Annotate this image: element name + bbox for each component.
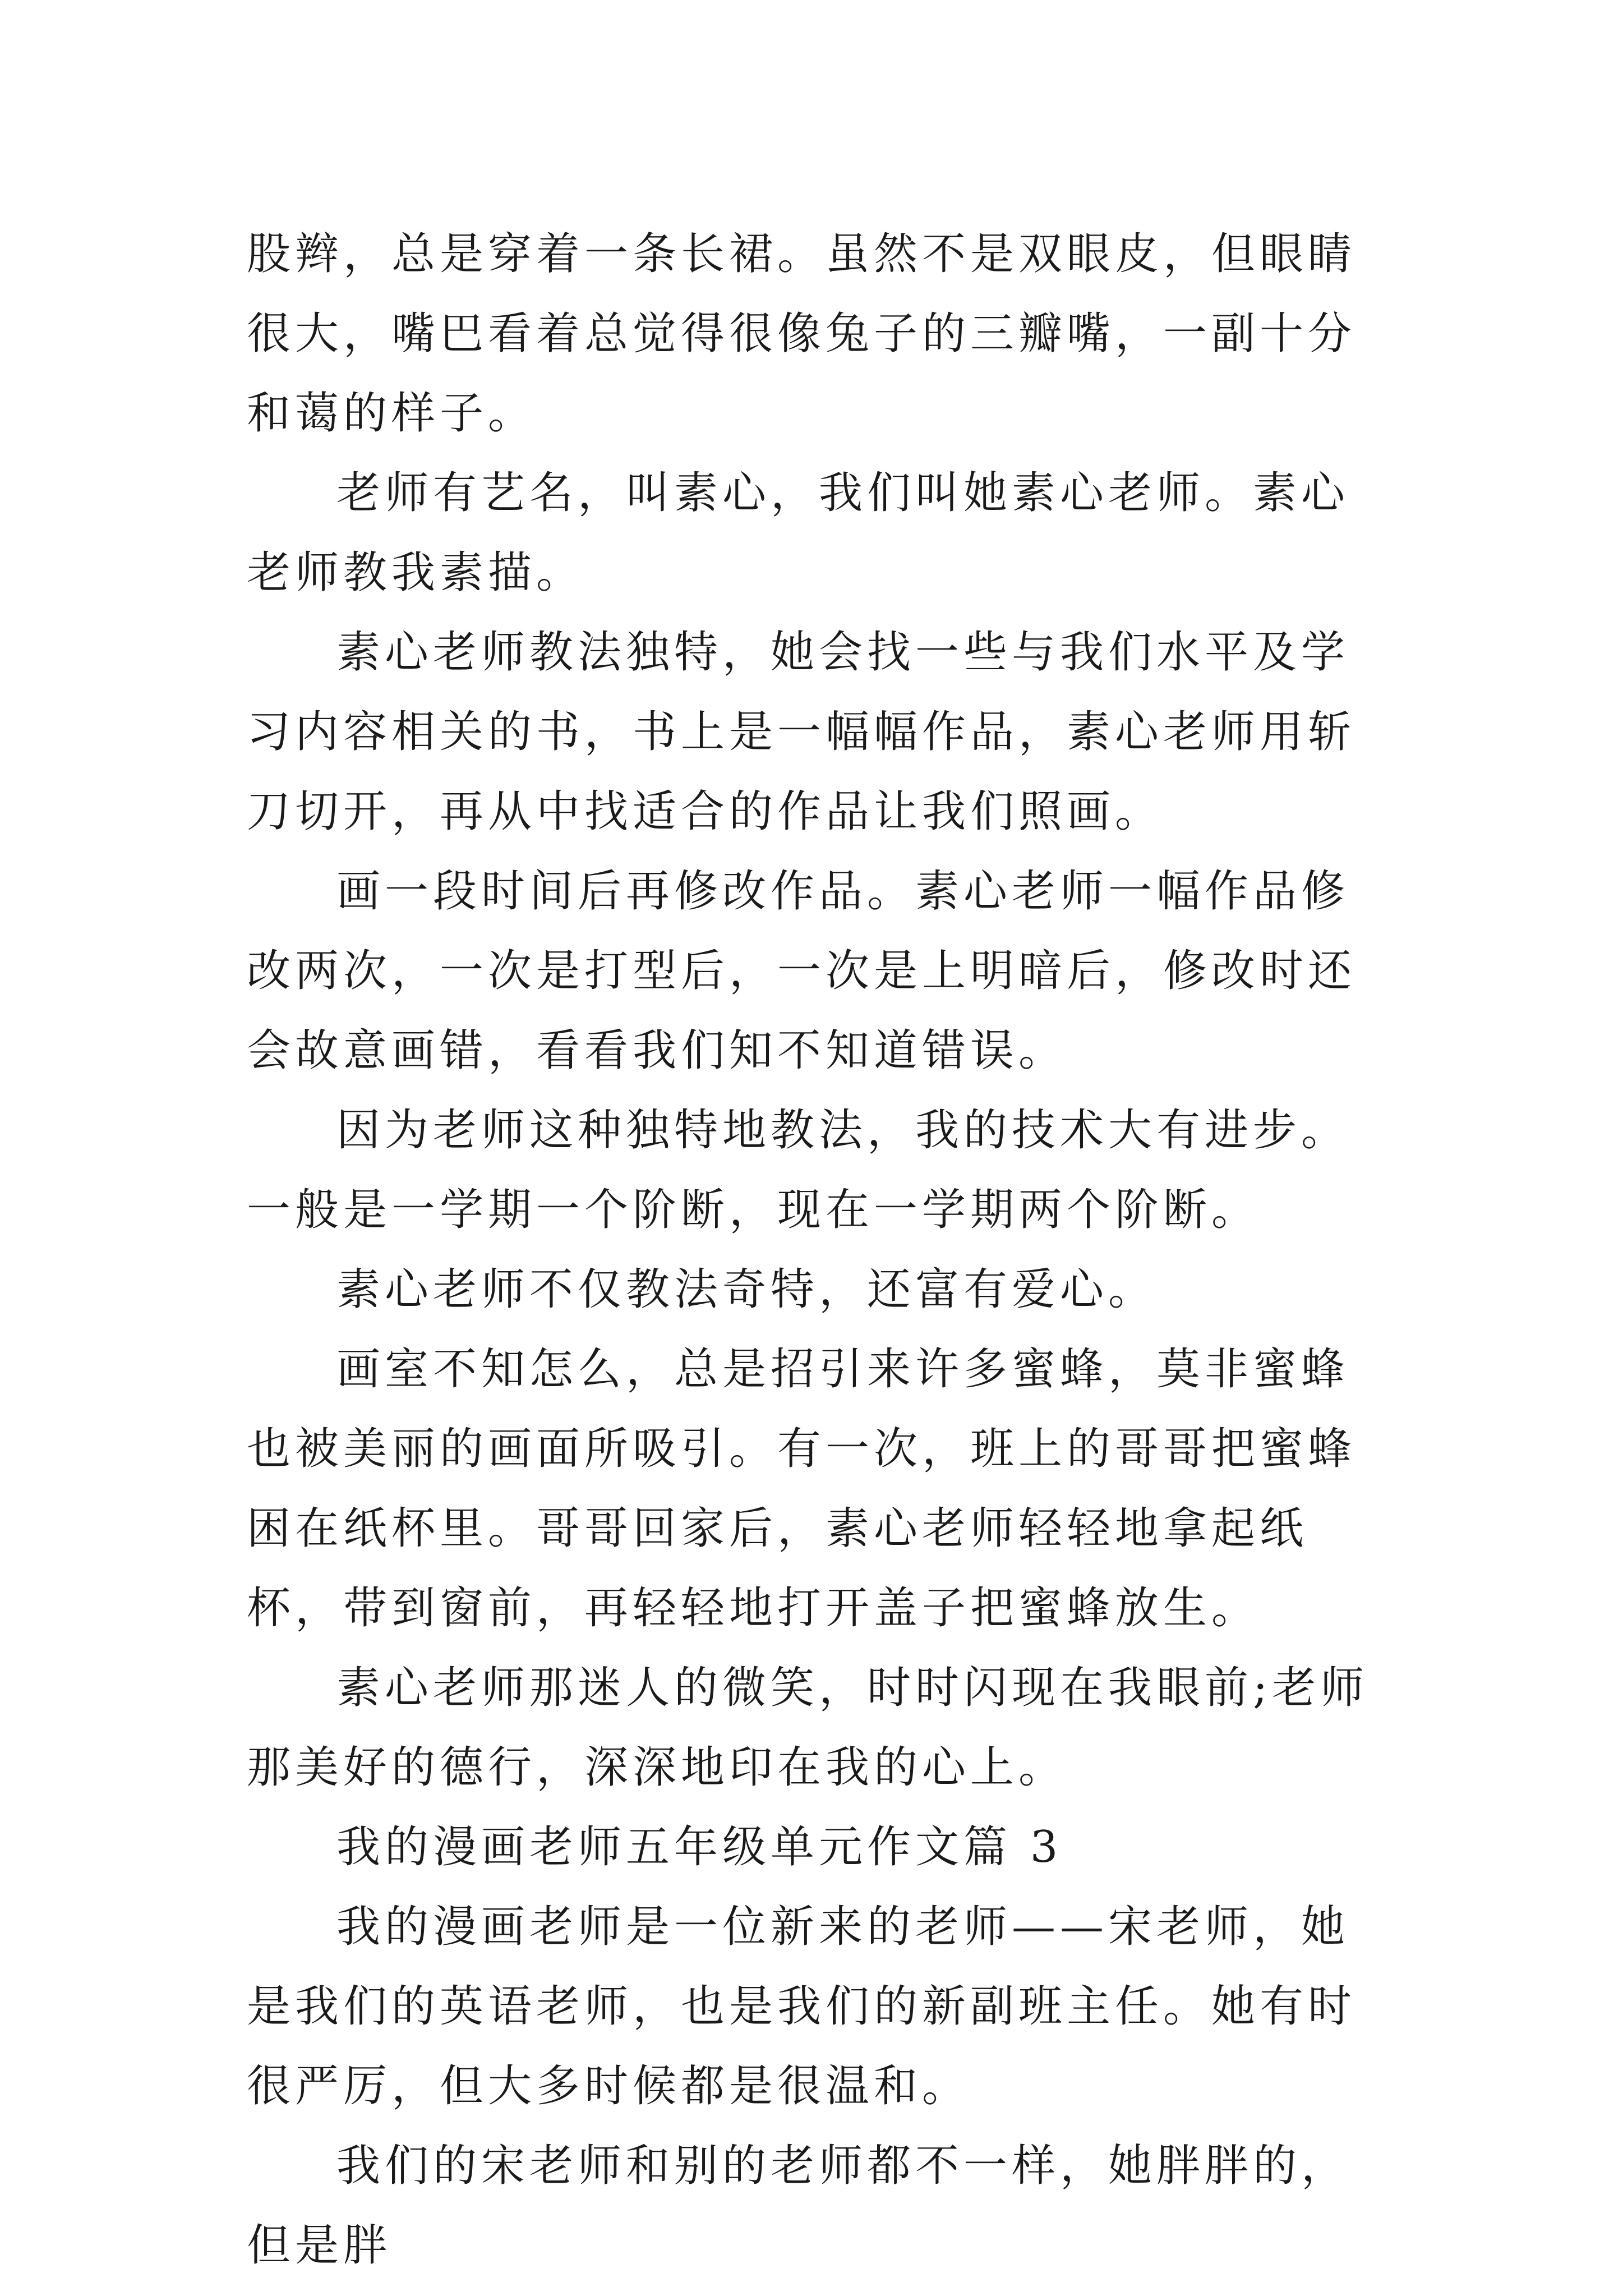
paragraph: 素心老师不仅教法奇特，还富有爱心。 xyxy=(336,1264,1157,1315)
paragraph: 我们的宋老师和别的老师都不一样，她胖胖的，但是胖 xyxy=(247,2141,1350,2271)
paragraph: 股辫，总是穿着一条长裙。虽然不是双眼皮，但眼睛很大，嘴巴看着总觉得很像兔子的三瓣嘴，一副十分和蔼的样子。 xyxy=(247,229,1357,439)
paragraph: 因为老师这种独特地教法，我的技术大有进步。一般是一学期一个阶断，现在一学期两个阶断。 xyxy=(247,1105,1350,1235)
paragraph: 画一段时间后再修改作品。素心老师一幅作品修改两次，一次是打型后，一次是上明暗后，修改时还会故意画错，看看我们知不知道错误。 xyxy=(247,866,1357,1076)
paragraph: 素心老师教法独特，她会找一些与我们水平及学习内容相关的书，书上是一幅幅作品，素心老师用斩刀切开，再从中找适合的作品让我们照画。 xyxy=(247,627,1357,837)
document-body xyxy=(247,214,1391,2285)
paragraph: 老师有艺名，叫素心，我们叫她素心老师。素心老师教我素描。 xyxy=(247,468,1350,598)
paragraph: 素心老师那迷人的微笑，时时闪现在我眼前;老师那美好的德行，深深地印在我的心上。 xyxy=(247,1663,1369,1793)
section-heading: 我的漫画老师五年级单元作文篇 3 xyxy=(336,1822,1063,1872)
paragraph: 我的漫画老师是一位新来的老师——宋老师，她是我们的英语老师，也是我们的新副班主任。她有时很严厉，但大多时候都是很温和。 xyxy=(247,1902,1357,2111)
paragraph: 画室不知怎么，总是招引来许多蜜蜂，莫非蜜蜂也被美丽的画面所吸引。有一次，班上的哥哥把蜜蜂困在纸杯里。哥哥回家后，素心老师轻轻地拿起纸杯，带到窗前，再轻轻地打开盖子把蜜蜂放生。 xyxy=(247,1344,1357,1634)
